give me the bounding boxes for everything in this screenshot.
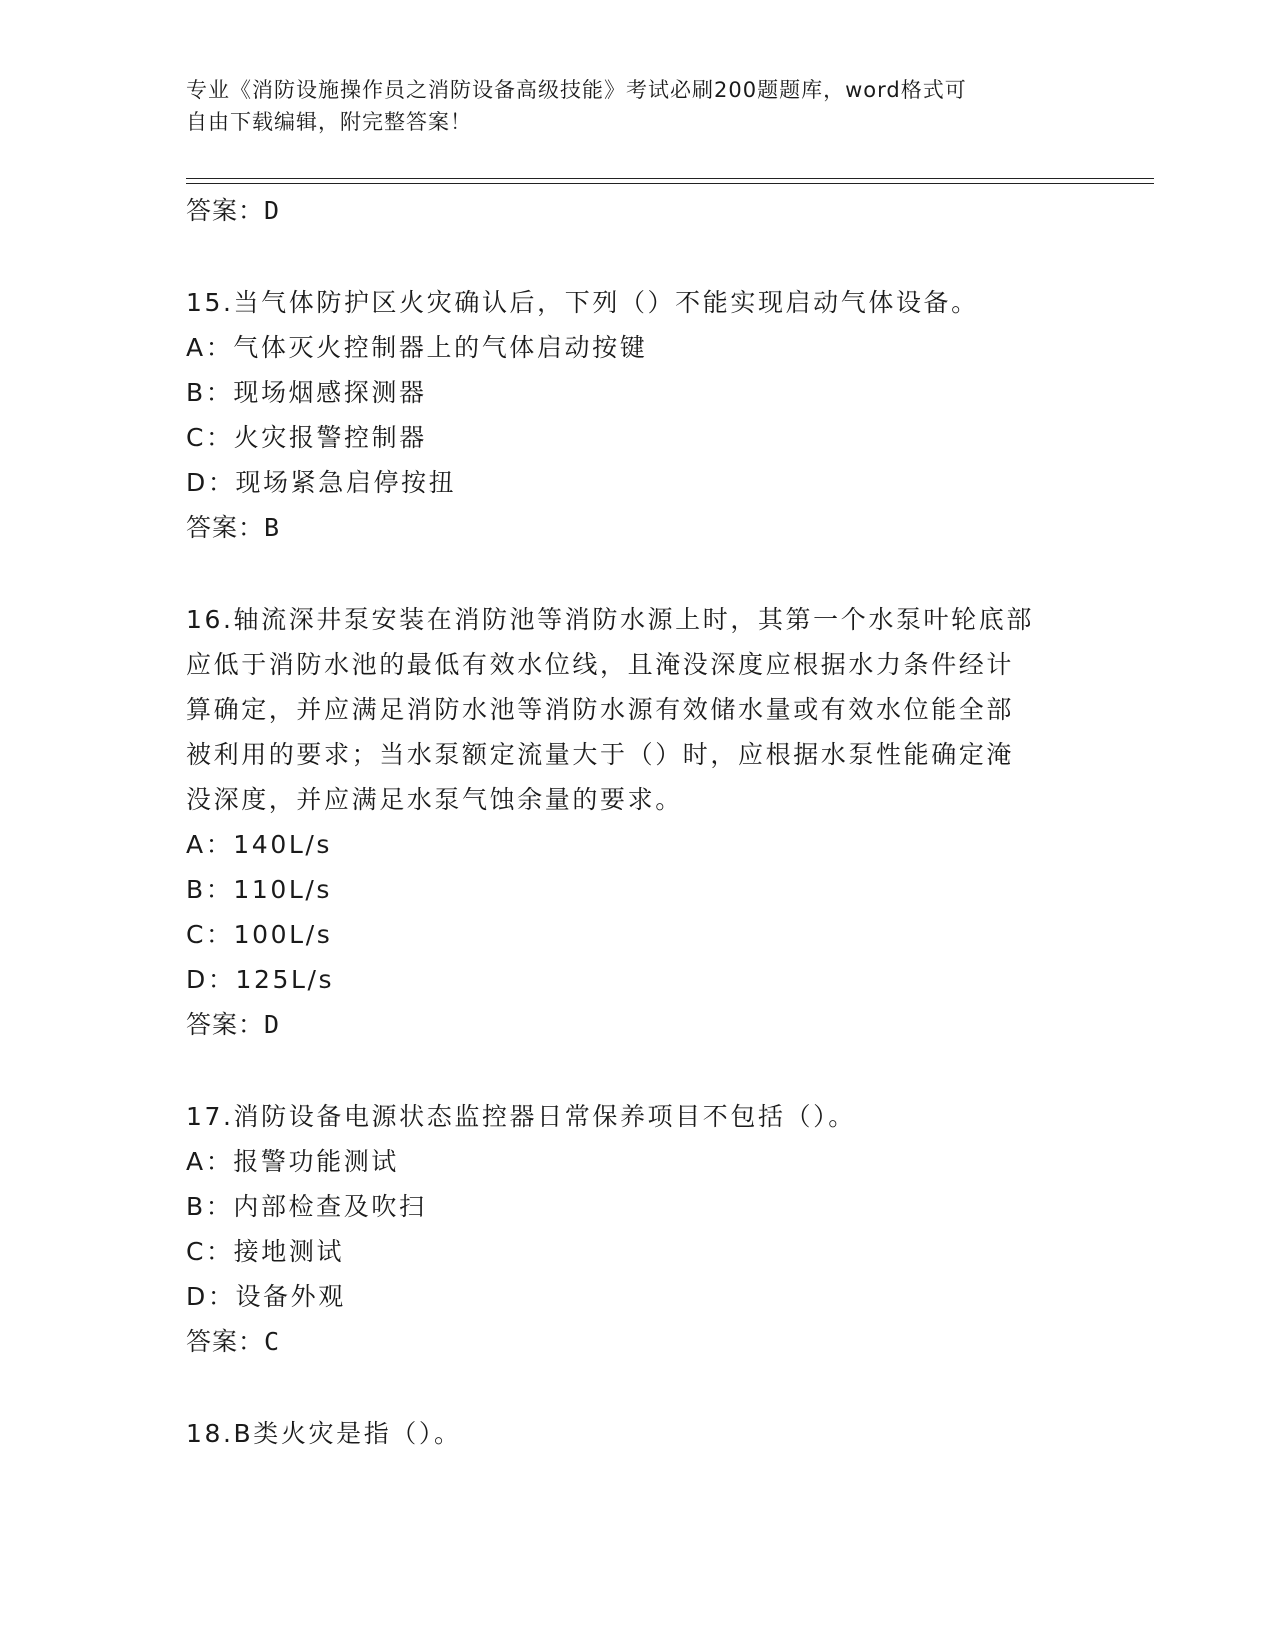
option-c: C：接地测试 bbox=[186, 1237, 345, 1266]
option-c: C：火灾报警控制器 bbox=[186, 423, 427, 452]
header-line-1: 专业《消防设施操作员之消防设备高级技能》考试必刷200题题库，word格式可 bbox=[186, 78, 967, 102]
question-block bbox=[186, 597, 1106, 1048]
question-text: 被利用的要求；当水泵额定流量大于（）时，应根据水泵性能确定淹 bbox=[186, 740, 1015, 769]
header-rule-top bbox=[186, 178, 1154, 179]
answer-line: 答案：C bbox=[186, 1327, 281, 1356]
question-text: 算确定，并应满足消防水池等消防水源有效储水量或有效水位能全部 bbox=[186, 695, 1015, 724]
option-d: D：125L/s bbox=[186, 965, 335, 994]
option-a: A：140L/s bbox=[186, 830, 332, 859]
answer-line: 答案：B bbox=[186, 513, 281, 542]
question-block bbox=[186, 1094, 1106, 1365]
header-line-2: 自由下载编辑，附完整答案！ bbox=[186, 110, 472, 134]
spacer bbox=[186, 234, 1106, 280]
page-header bbox=[186, 74, 1066, 138]
option-a: A：气体灭火控制器上的气体启动按键 bbox=[186, 333, 648, 362]
question-text: 17.消防设备电源状态监控器日常保养项目不包括（）。 bbox=[186, 1102, 856, 1131]
question-list bbox=[186, 188, 1106, 1456]
option-a: A：报警功能测试 bbox=[186, 1147, 399, 1176]
question-block bbox=[186, 280, 1106, 551]
option-b: B：110L/s bbox=[186, 875, 333, 904]
answer-line: 答案：D bbox=[186, 1010, 281, 1039]
option-d: D：现场紧急启停按扭 bbox=[186, 468, 457, 497]
spacer bbox=[186, 1048, 1106, 1094]
question-text: 没深度，并应满足水泵气蚀余量的要求。 bbox=[186, 785, 683, 814]
question-text: 16.轴流深井泵安装在消防池等消防水源上时，其第一个水泵叶轮底部 bbox=[186, 605, 1034, 634]
option-c: C：100L/s bbox=[186, 920, 333, 949]
option-b: B：内部检查及吹扫 bbox=[186, 1192, 427, 1221]
question-text: 应低于消防水池的最低有效水位线，且淹没深度应根据水力条件经计 bbox=[186, 650, 1015, 679]
header-rule-bottom bbox=[186, 183, 1154, 184]
option-d: D：设备外观 bbox=[186, 1282, 346, 1311]
spacer bbox=[186, 551, 1106, 597]
option-b: B：现场烟感探测器 bbox=[186, 378, 427, 407]
question-text: 18.B类火灾是指（）。 bbox=[186, 1419, 462, 1448]
question-text: 15.当气体防护区火灾确认后，下列（）不能实现启动气体设备。 bbox=[186, 288, 979, 317]
spacer bbox=[186, 1365, 1106, 1411]
answer-line: 答案：D bbox=[186, 196, 281, 225]
question-block bbox=[186, 1411, 1106, 1456]
